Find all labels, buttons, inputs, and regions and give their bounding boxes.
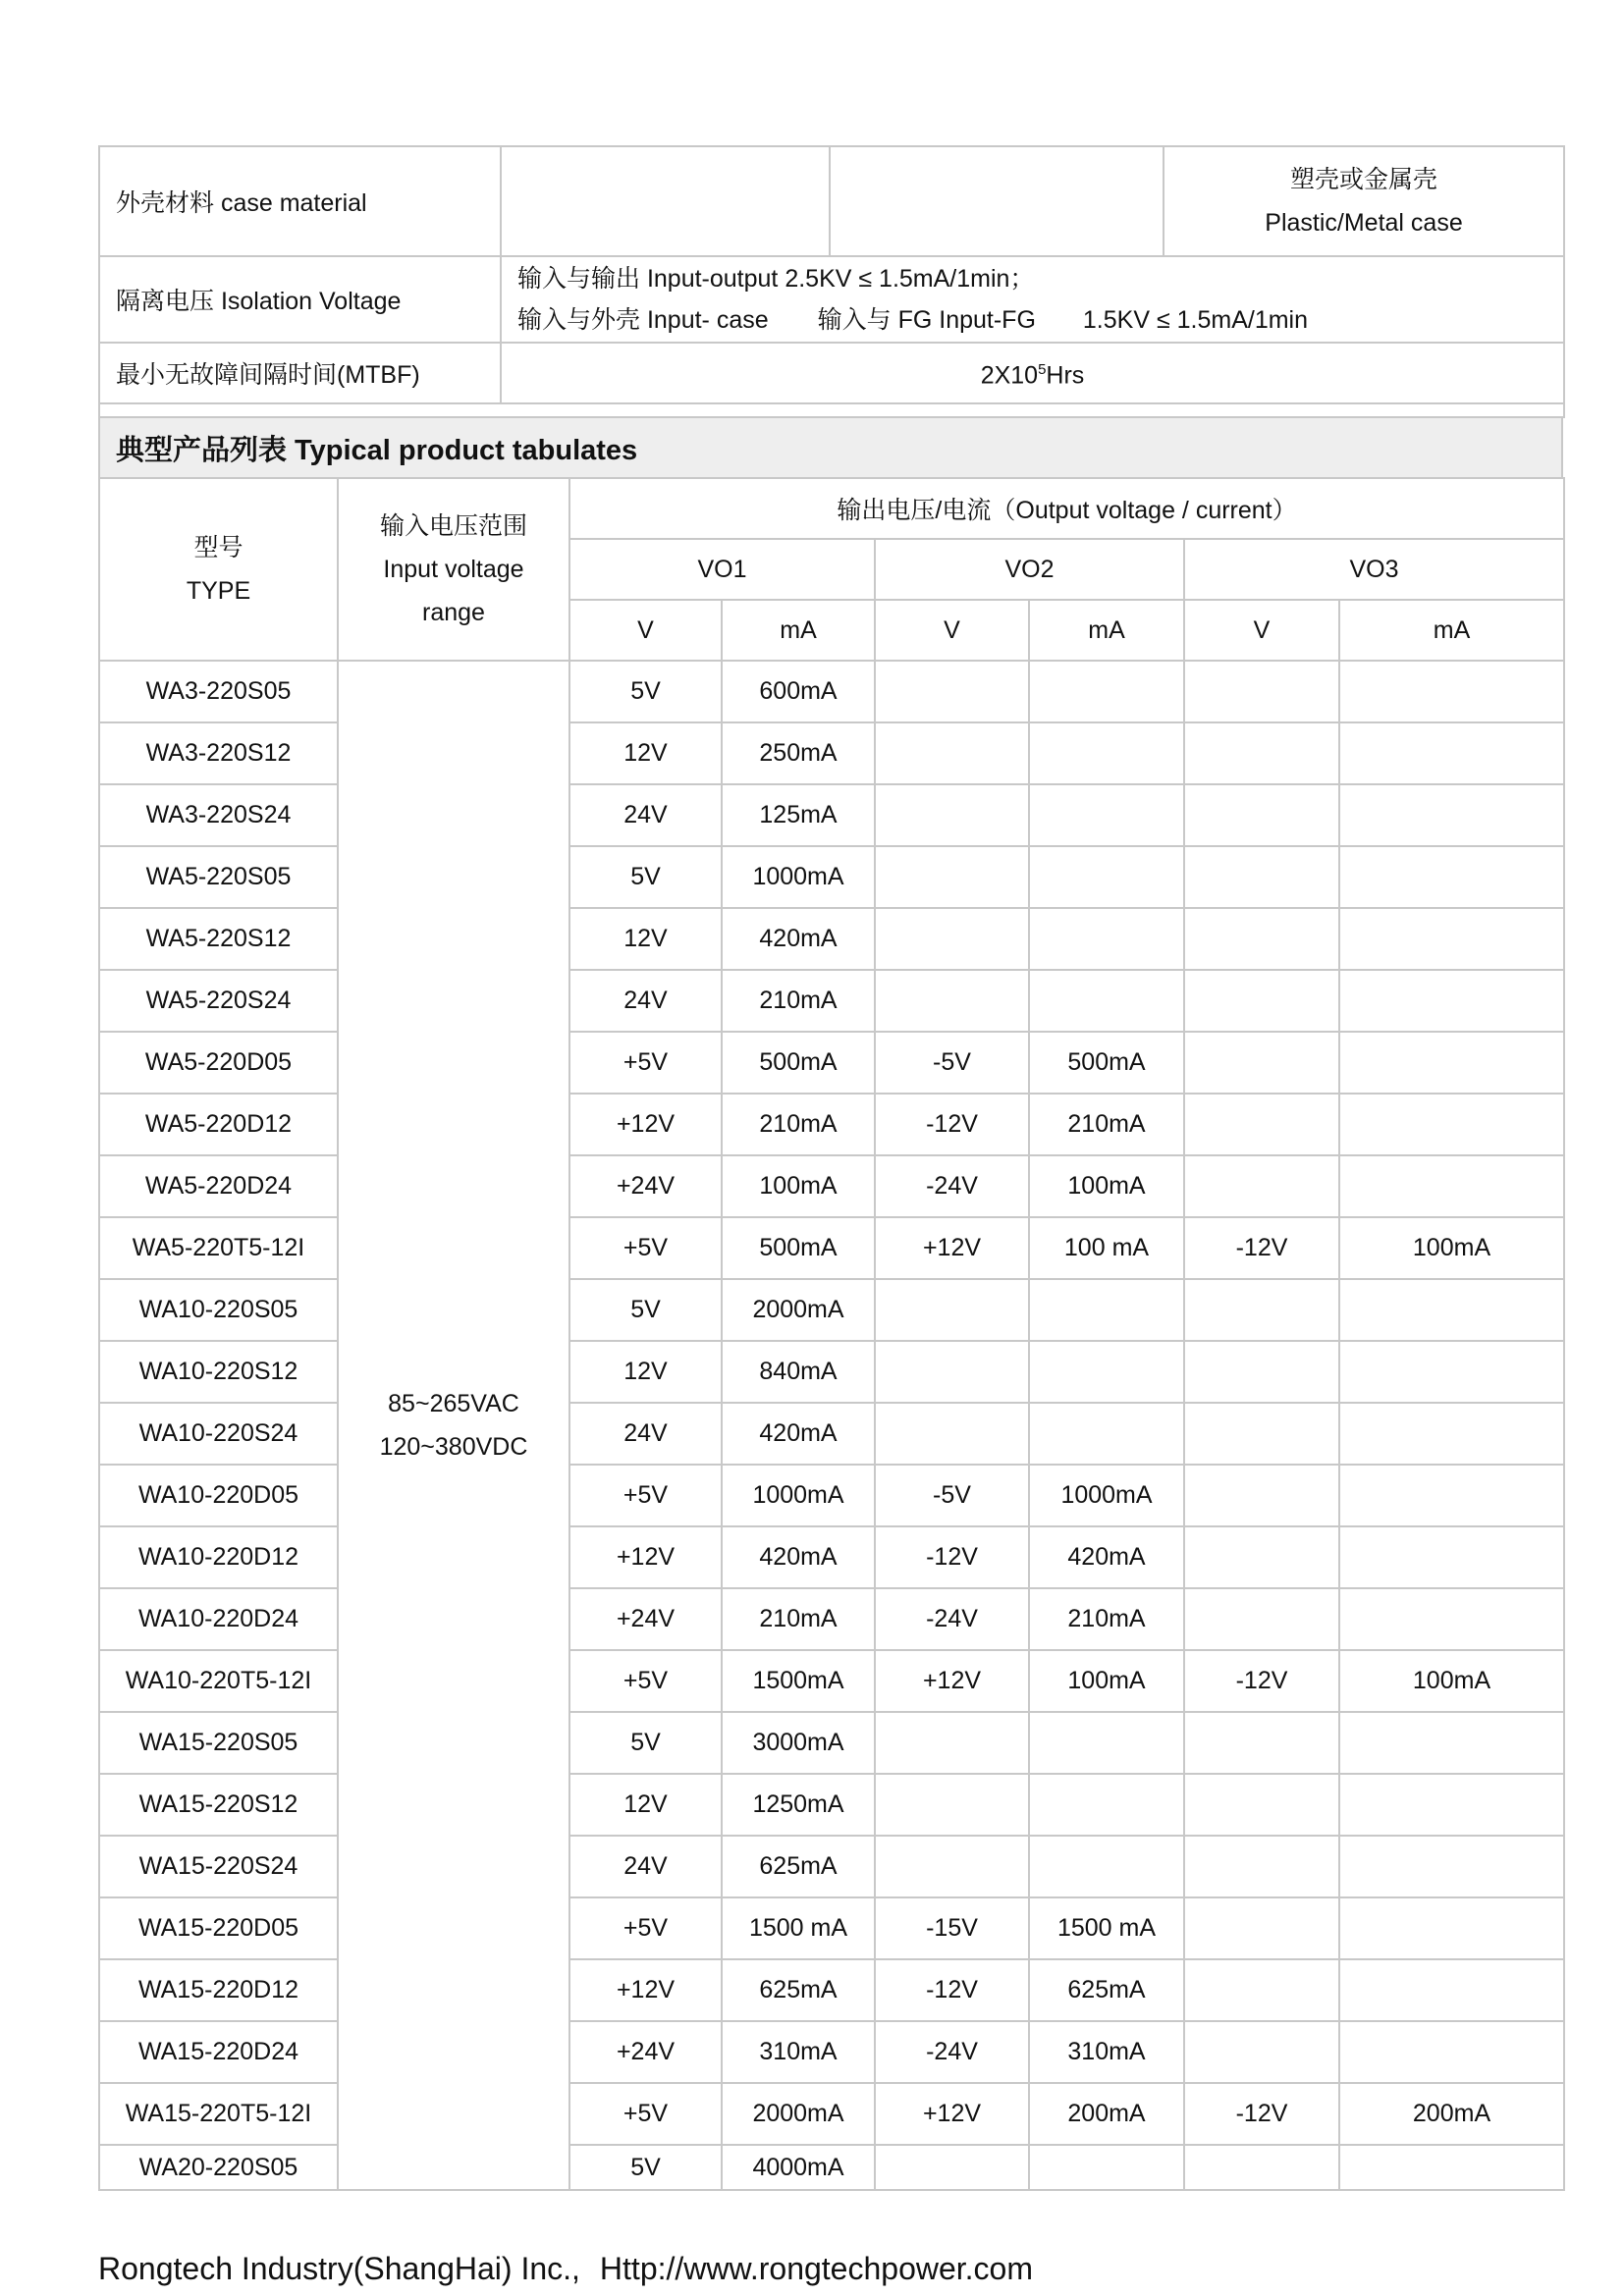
table-row: [99, 1712, 1564, 1774]
table-row: [99, 2145, 1564, 2190]
input-range-dc: 120~380VDC: [379, 1433, 528, 1461]
case-material-label: 外壳材料 case material: [99, 146, 501, 256]
type-cell: WA10-220S24: [99, 1403, 338, 1465]
vo3-v-cell: [1184, 1526, 1339, 1588]
vo1-v-cell: 12V: [569, 722, 722, 784]
table-row: [99, 661, 1564, 722]
vo2-v-cell: -24V: [875, 2021, 1029, 2083]
vo2-ma-cell: [1029, 970, 1184, 1032]
vo2-v-cell: [875, 784, 1029, 846]
type-cell: WA5-220S24: [99, 970, 338, 1032]
vo1-ma-cell: 250mA: [722, 722, 875, 784]
vo1-ma-cell: 420mA: [722, 908, 875, 970]
vo2-ma-cell: [1029, 1403, 1184, 1465]
spec-table: [98, 145, 1565, 418]
vo3-ma-cell: [1339, 2021, 1564, 2083]
vo3-ma-cell: [1339, 784, 1564, 846]
vo1-v-cell: +12V: [569, 1094, 722, 1155]
table-row: [99, 970, 1564, 1032]
case-material-cn: 塑壳或金属壳: [1289, 166, 1437, 193]
isolation-input-case: 输入与外壳 Input- case: [517, 306, 769, 334]
vo1-ma-cell: 420mA: [722, 1526, 875, 1588]
vo1-v-cell: 5V: [569, 846, 722, 908]
footer: [98, 2251, 1033, 2287]
vo1-ma-cell: 2000mA: [722, 2083, 875, 2145]
product-table: [98, 477, 1565, 2191]
vo1-ma-cell: 4000mA: [722, 2145, 875, 2190]
vo1-ma-cell: 500mA: [722, 1217, 875, 1279]
vo1-ma-cell: 625mA: [722, 1959, 875, 2021]
vo3-v-cell: -12V: [1184, 1217, 1339, 1279]
vo3-ma-cell: [1339, 970, 1564, 1032]
mtbf-label: 最小无故障间隔时间(MTBF): [99, 343, 501, 403]
vo3-ma-cell: [1339, 1341, 1564, 1403]
vo1-ma-cell: 840mA: [722, 1341, 875, 1403]
type-cell: WA15-220S12: [99, 1774, 338, 1836]
header-vo1: VO1: [569, 539, 875, 600]
spec-row-case-material: [99, 146, 1564, 256]
vo3-v-cell: -12V: [1184, 1650, 1339, 1712]
section-title: 典型产品列表 Typical product tabulates: [98, 418, 1563, 479]
vo1-v-cell: 24V: [569, 1836, 722, 1897]
vo2-v-cell: [875, 2145, 1029, 2190]
vo3-ma-cell: [1339, 846, 1564, 908]
header-vo1-v: V: [569, 600, 722, 661]
vo3-ma-cell: 100mA: [1339, 1217, 1564, 1279]
vo1-ma-cell: 1500mA: [722, 1650, 875, 1712]
header-input-en2: range: [422, 599, 485, 626]
table-row: [99, 1588, 1564, 1650]
vo3-ma-cell: [1339, 1155, 1564, 1217]
vo2-ma-cell: [1029, 908, 1184, 970]
vo3-v-cell: [1184, 1403, 1339, 1465]
type-cell: WA15-220D12: [99, 1959, 338, 2021]
vo1-v-cell: 5V: [569, 661, 722, 722]
header-input-en1: Input voltage: [383, 556, 524, 583]
vo3-ma-cell: [1339, 908, 1564, 970]
vo2-v-cell: -5V: [875, 1465, 1029, 1526]
vo3-ma-cell: 100mA: [1339, 1650, 1564, 1712]
vo2-ma-cell: 210mA: [1029, 1588, 1184, 1650]
vo1-ma-cell: 210mA: [722, 1094, 875, 1155]
datasheet-page: [98, 145, 1563, 2191]
vo3-v-cell: [1184, 1588, 1339, 1650]
vo3-v-cell: -12V: [1184, 2083, 1339, 2145]
vo2-v-cell: +12V: [875, 1650, 1029, 1712]
table-row: [99, 1959, 1564, 2021]
vo1-v-cell: 5V: [569, 1712, 722, 1774]
type-cell: WA5-220T5-12I: [99, 1217, 338, 1279]
vo3-v-cell: [1184, 1774, 1339, 1836]
header-vo2-v: V: [875, 600, 1029, 661]
vo1-ma-cell: 420mA: [722, 1403, 875, 1465]
isolation-line-2: [517, 299, 1563, 341]
vo1-v-cell: 24V: [569, 1403, 722, 1465]
input-range-ac: 85~265VAC: [388, 1390, 519, 1417]
vo3-ma-cell: [1339, 1897, 1564, 1959]
vo3-v-cell: [1184, 1897, 1339, 1959]
header-vo3-v: V: [1184, 600, 1339, 661]
vo2-v-cell: [875, 1341, 1029, 1403]
case-material-value: [1164, 146, 1564, 256]
vo1-v-cell: 12V: [569, 1341, 722, 1403]
vo3-v-cell: [1184, 784, 1339, 846]
mtbf-exponent: 5: [1038, 361, 1047, 379]
vo2-ma-cell: [1029, 1836, 1184, 1897]
spec-row-mtbf: [99, 343, 1564, 403]
vo3-v-cell: [1184, 1155, 1339, 1217]
footer-url: Http://www.rongtechpower.com: [599, 2251, 1033, 2286]
vo1-v-cell: +5V: [569, 1217, 722, 1279]
vo2-ma-cell: 1500 mA: [1029, 1897, 1184, 1959]
vo2-ma-cell: 310mA: [1029, 2021, 1184, 2083]
type-cell: WA10-220S12: [99, 1341, 338, 1403]
type-cell: WA10-220D12: [99, 1526, 338, 1588]
vo3-v-cell: [1184, 2021, 1339, 2083]
type-cell: WA5-220D12: [99, 1094, 338, 1155]
vo1-v-cell: +12V: [569, 1526, 722, 1588]
mtbf-value: [501, 343, 1564, 403]
vo3-v-cell: [1184, 970, 1339, 1032]
vo1-ma-cell: 600mA: [722, 661, 875, 722]
vo1-v-cell: +24V: [569, 1155, 722, 1217]
vo3-v-cell: [1184, 1032, 1339, 1094]
vo1-v-cell: +5V: [569, 1650, 722, 1712]
table-row: [99, 2083, 1564, 2145]
vo2-ma-cell: [1029, 2145, 1184, 2190]
vo2-v-cell: +12V: [875, 2083, 1029, 2145]
table-row: [99, 846, 1564, 908]
header-type: [99, 478, 338, 661]
type-cell: WA15-220S05: [99, 1712, 338, 1774]
vo2-ma-cell: 200mA: [1029, 2083, 1184, 2145]
vo2-v-cell: +12V: [875, 1217, 1029, 1279]
type-cell: WA15-220T5-12I: [99, 2083, 338, 2145]
type-cell: WA5-220S05: [99, 846, 338, 908]
type-cell: WA5-220S12: [99, 908, 338, 970]
mtbf-unit: Hrs: [1046, 361, 1085, 390]
vo2-v-cell: [875, 846, 1029, 908]
vo2-ma-cell: [1029, 846, 1184, 908]
vo1-v-cell: +24V: [569, 2021, 722, 2083]
vo1-ma-cell: 100mA: [722, 1155, 875, 1217]
vo3-v-cell: [1184, 908, 1339, 970]
vo1-v-cell: 12V: [569, 908, 722, 970]
input-range-cell: [338, 661, 569, 2190]
table-row: [99, 784, 1564, 846]
spec-spacer-row: [99, 403, 1564, 417]
vo2-ma-cell: [1029, 1712, 1184, 1774]
case-material-en: Plastic/Metal case: [1265, 209, 1463, 237]
vo3-v-cell: [1184, 1465, 1339, 1526]
vo1-v-cell: 5V: [569, 1279, 722, 1341]
table-row: [99, 1774, 1564, 1836]
vo1-v-cell: +5V: [569, 2083, 722, 2145]
table-row: [99, 1217, 1564, 1279]
vo1-ma-cell: 125mA: [722, 784, 875, 846]
header-vo2: VO2: [875, 539, 1184, 600]
header-type-cn: 型号: [193, 534, 244, 561]
table-row: [99, 1650, 1564, 1712]
vo2-v-cell: -15V: [875, 1897, 1029, 1959]
vo2-ma-cell: [1029, 1279, 1184, 1341]
type-cell: WA20-220S05: [99, 2145, 338, 2190]
vo2-v-cell: [875, 1279, 1029, 1341]
vo1-v-cell: 24V: [569, 970, 722, 1032]
vo1-ma-cell: 1000mA: [722, 1465, 875, 1526]
isolation-value: [501, 256, 1564, 343]
vo1-ma-cell: 1500 mA: [722, 1897, 875, 1959]
vo2-ma-cell: 625mA: [1029, 1959, 1184, 2021]
vo2-v-cell: -5V: [875, 1032, 1029, 1094]
vo1-v-cell: +24V: [569, 1588, 722, 1650]
vo1-v-cell: +5V: [569, 1465, 722, 1526]
vo1-ma-cell: 210mA: [722, 970, 875, 1032]
vo3-ma-cell: [1339, 1836, 1564, 1897]
header-input-cn: 输入电压范围: [379, 512, 527, 540]
vo2-ma-cell: 100mA: [1029, 1155, 1184, 1217]
type-cell: WA5-220D24: [99, 1155, 338, 1217]
vo3-ma-cell: [1339, 661, 1564, 722]
header-row-1: [99, 478, 1564, 539]
vo2-v-cell: [875, 908, 1029, 970]
vo2-v-cell: [875, 1712, 1029, 1774]
header-vo3-ma: mA: [1339, 600, 1564, 661]
vo1-ma-cell: 1000mA: [722, 846, 875, 908]
table-row: [99, 1897, 1564, 1959]
spec-row-isolation: [99, 256, 1564, 343]
vo3-v-cell: [1184, 1836, 1339, 1897]
vo3-v-cell: [1184, 1712, 1339, 1774]
vo2-ma-cell: [1029, 784, 1184, 846]
vo3-v-cell: [1184, 1094, 1339, 1155]
vo2-v-cell: [875, 1403, 1029, 1465]
vo2-v-cell: -24V: [875, 1155, 1029, 1217]
vo2-v-cell: [875, 661, 1029, 722]
vo2-v-cell: -12V: [875, 1959, 1029, 2021]
table-row: [99, 1403, 1564, 1465]
type-cell: WA10-220S05: [99, 1279, 338, 1341]
vo2-ma-cell: [1029, 661, 1184, 722]
vo3-ma-cell: [1339, 1526, 1564, 1588]
vo1-ma-cell: 1250mA: [722, 1774, 875, 1836]
vo3-ma-cell: [1339, 1774, 1564, 1836]
vo3-ma-cell: [1339, 1279, 1564, 1341]
product-table-body: [99, 478, 1564, 2190]
vo1-v-cell: 24V: [569, 784, 722, 846]
isolation-label: 隔离电压 Isolation Voltage: [99, 256, 501, 343]
header-input: [338, 478, 569, 661]
type-cell: WA3-220S12: [99, 722, 338, 784]
type-cell: WA10-220D05: [99, 1465, 338, 1526]
isolation-input-fg: 输入与 FG Input-FG: [817, 306, 1036, 334]
type-cell: WA3-220S05: [99, 661, 338, 722]
table-row: [99, 1341, 1564, 1403]
table-row: [99, 1155, 1564, 1217]
vo3-ma-cell: [1339, 1465, 1564, 1526]
vo2-ma-cell: 210mA: [1029, 1094, 1184, 1155]
vo3-ma-cell: [1339, 1094, 1564, 1155]
vo2-ma-cell: 100 mA: [1029, 1217, 1184, 1279]
table-row: [99, 1836, 1564, 1897]
type-cell: WA15-220D24: [99, 2021, 338, 2083]
table-row: [99, 908, 1564, 970]
vo2-ma-cell: 100mA: [1029, 1650, 1184, 1712]
vo3-v-cell: [1184, 1279, 1339, 1341]
type-cell: WA15-220D05: [99, 1897, 338, 1959]
vo1-v-cell: +5V: [569, 1897, 722, 1959]
vo1-ma-cell: 500mA: [722, 1032, 875, 1094]
isolation-line-1: 输入与输出 Input-output 2.5KV ≤ 1.5mA/1min；: [517, 265, 1035, 293]
vo1-ma-cell: 625mA: [722, 1836, 875, 1897]
vo2-v-cell: [875, 1774, 1029, 1836]
vo2-v-cell: [875, 722, 1029, 784]
vo1-ma-cell: 310mA: [722, 2021, 875, 2083]
header-vo2-ma: mA: [1029, 600, 1184, 661]
type-cell: WA10-220D24: [99, 1588, 338, 1650]
vo1-v-cell: 5V: [569, 2145, 722, 2190]
vo2-ma-cell: [1029, 722, 1184, 784]
table-row: [99, 1094, 1564, 1155]
vo3-ma-cell: [1339, 1959, 1564, 2021]
type-cell: WA10-220T5-12I: [99, 1650, 338, 1712]
vo1-v-cell: +5V: [569, 1032, 722, 1094]
vo3-ma-cell: [1339, 1712, 1564, 1774]
vo2-ma-cell: 420mA: [1029, 1526, 1184, 1588]
vo3-v-cell: [1184, 1959, 1339, 2021]
vo1-v-cell: +12V: [569, 1959, 722, 2021]
header-output: 输出电压/电流（Output voltage / current）: [569, 478, 1564, 539]
vo3-v-cell: [1184, 661, 1339, 722]
vo3-ma-cell: [1339, 1032, 1564, 1094]
vo3-v-cell: [1184, 722, 1339, 784]
vo1-ma-cell: 2000mA: [722, 1279, 875, 1341]
vo3-ma-cell: [1339, 2145, 1564, 2190]
vo3-ma-cell: [1339, 722, 1564, 784]
table-row: [99, 2021, 1564, 2083]
vo1-ma-cell: 210mA: [722, 1588, 875, 1650]
header-vo3: VO3: [1184, 539, 1564, 600]
vo2-ma-cell: 1000mA: [1029, 1465, 1184, 1526]
table-row: [99, 1526, 1564, 1588]
vo3-v-cell: [1184, 2145, 1339, 2190]
table-row: [99, 1465, 1564, 1526]
vo2-v-cell: -12V: [875, 1094, 1029, 1155]
vo2-ma-cell: [1029, 1774, 1184, 1836]
spacer-cell: [99, 403, 1564, 417]
empty-cell: [830, 146, 1164, 256]
vo2-ma-cell: [1029, 1341, 1184, 1403]
vo2-v-cell: [875, 1836, 1029, 1897]
vo3-v-cell: [1184, 1341, 1339, 1403]
vo2-v-cell: -12V: [875, 1526, 1029, 1588]
table-row: [99, 1279, 1564, 1341]
vo3-v-cell: [1184, 846, 1339, 908]
isolation-fg-value: 1.5KV ≤ 1.5mA/1min: [1082, 306, 1309, 334]
header-vo1-ma: mA: [722, 600, 875, 661]
table-row: [99, 722, 1564, 784]
type-cell: WA15-220S24: [99, 1836, 338, 1897]
vo1-v-cell: 12V: [569, 1774, 722, 1836]
vo1-ma-cell: 3000mA: [722, 1712, 875, 1774]
type-cell: WA3-220S24: [99, 784, 338, 846]
mtbf-base: 2X10: [980, 361, 1039, 390]
vo2-ma-cell: 500mA: [1029, 1032, 1184, 1094]
header-type-en: TYPE: [186, 577, 251, 605]
vo3-ma-cell: 200mA: [1339, 2083, 1564, 2145]
vo3-ma-cell: [1339, 1588, 1564, 1650]
footer-company: Rongtech Industry(ShangHai) Inc.,: [98, 2251, 580, 2286]
table-row: [99, 1032, 1564, 1094]
vo2-v-cell: -24V: [875, 1588, 1029, 1650]
empty-cell: [501, 146, 830, 256]
type-cell: WA5-220D05: [99, 1032, 338, 1094]
vo3-ma-cell: [1339, 1403, 1564, 1465]
vo2-v-cell: [875, 970, 1029, 1032]
